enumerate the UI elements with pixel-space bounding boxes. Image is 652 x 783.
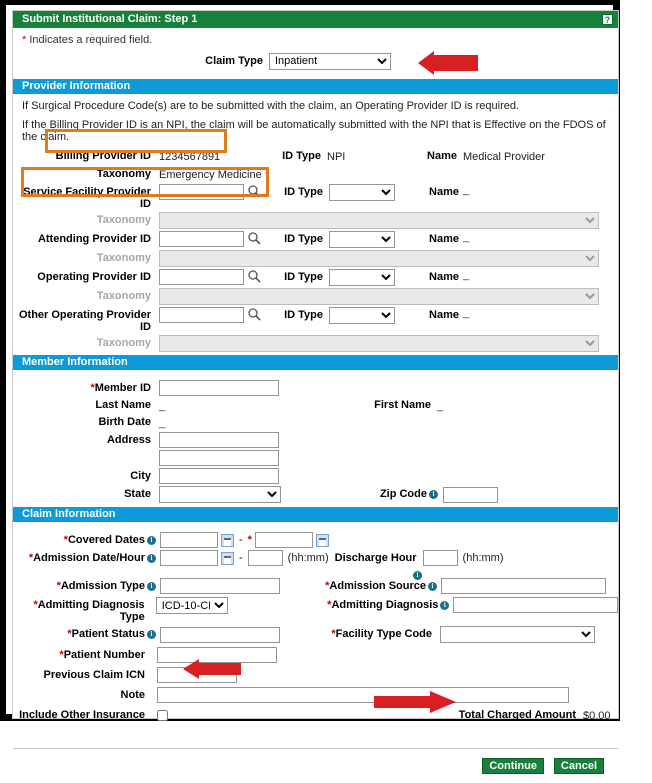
billing-taxonomy-value: Emergency Medicine [159, 168, 262, 181]
total-charged-amount-value: $0.00 [583, 709, 611, 722]
address-row-1 [13, 431, 618, 449]
claim-form-page [12, 10, 619, 772]
operating-name-value: _ [463, 269, 470, 281]
facility-type-code-required-marker: * [331, 628, 336, 640]
info-icon[interactable]: i [428, 582, 437, 591]
window-title-bar [13, 11, 618, 28]
member-id-label: Member ID [94, 381, 151, 394]
admitting-diagnosis-input[interactable] [453, 597, 618, 613]
info-icon[interactable]: i [413, 571, 422, 580]
service-facility-id-type-label: ID Type [284, 186, 323, 198]
attending-name-value: _ [463, 231, 470, 243]
discharge-hour-info-row [13, 567, 618, 580]
service-facility-taxonomy-row [13, 210, 618, 230]
operating-provider-id-input[interactable] [159, 269, 244, 285]
attending-id-type-label: ID Type [284, 233, 323, 245]
covered-date-from-input[interactable] [160, 532, 218, 548]
member-id-input[interactable] [159, 380, 279, 396]
state-select[interactable] [159, 486, 281, 503]
admission-type-label: Admission Type [60, 579, 145, 592]
patient-status-required-marker: * [67, 628, 72, 640]
calendar-icon[interactable] [221, 534, 234, 547]
patient-status-facility-row [13, 624, 618, 645]
service-facility-taxonomy-label: Taxonomy [96, 214, 151, 226]
cancel-button[interactable]: Cancel [554, 758, 604, 774]
admission-dash: - [239, 552, 243, 564]
member-id-required-marker: * [90, 381, 95, 394]
admission-date-input[interactable] [160, 550, 218, 566]
patient-status-label: Patient Status [71, 628, 145, 640]
magnifier-icon[interactable] [247, 184, 261, 198]
admission-hour-format-hint: (hh:mm) [287, 552, 329, 564]
info-icon[interactable]: i [147, 536, 156, 545]
form-footer [13, 748, 618, 783]
last-name-label: Last Name [95, 399, 151, 411]
covered-dates-row [13, 531, 618, 549]
service-facility-id-type-select[interactable] [329, 184, 395, 201]
member-name-row [13, 397, 618, 414]
service-facility-name-value: _ [463, 184, 470, 196]
billing-id-type-value: NPI [327, 150, 346, 163]
operating-provider-row [13, 268, 618, 286]
question-mark-icon[interactable]: ? [602, 14, 613, 25]
operating-id-type-label: ID Type [284, 271, 323, 283]
covered-dates-dash: - [239, 534, 243, 546]
address-line2-input[interactable] [159, 450, 279, 466]
other-operating-id-type-label: ID Type [284, 309, 323, 321]
attending-name-label: Name [429, 233, 459, 245]
billing-name-value: Medical Provider [463, 150, 545, 163]
patient-status-input[interactable] [160, 627, 280, 643]
covered-dates-required-marker: * [63, 533, 68, 546]
magnifier-icon[interactable] [247, 231, 261, 245]
birth-date-value: _ [159, 416, 166, 429]
info-icon[interactable]: i [147, 554, 156, 563]
birth-date-label: Birth Date [98, 416, 151, 428]
admission-source-label: Admission Source [329, 579, 426, 592]
zip-code-label: Zip Code [379, 488, 427, 500]
billing-taxonomy-label: Taxonomy [96, 168, 151, 180]
service-facility-name-label: Name [429, 186, 459, 198]
note-input[interactable] [157, 687, 569, 703]
patient-number-required-marker: * [59, 648, 64, 661]
previous-claim-icn-input[interactable] [157, 667, 237, 683]
attending-provider-row [13, 230, 618, 248]
note-row [13, 685, 618, 705]
member-information-header: Member Information [13, 355, 618, 370]
operating-taxonomy-select [159, 288, 599, 305]
page-title: Submit Institutional Claim: Step 1 [22, 13, 198, 25]
other-operating-taxonomy-label: Taxonomy [96, 337, 151, 349]
previous-claim-icn-label: Previous Claim ICN [43, 668, 145, 681]
provider-note-2: If the Billing Provider ID is an NPI, the claim will be automatically submitted with the NPI that is Effective on the FDOS of the claim. [22, 119, 606, 143]
operating-taxonomy-label: Taxonomy [96, 290, 151, 302]
facility-type-code-select[interactable] [440, 626, 595, 643]
discharge-hour-label: Discharge Hour [334, 551, 417, 564]
other-operating-taxonomy-row [13, 333, 618, 355]
billing-provider-id-value: 1234567891 [159, 150, 221, 163]
admitting-diagnosis-type-label: Admitting Diagnosis Type [37, 599, 145, 623]
admission-type-source-row [13, 576, 618, 596]
member-id-row [13, 379, 618, 397]
admission-type-input[interactable] [160, 578, 280, 594]
include-other-insurance-checkbox[interactable] [157, 710, 168, 721]
other-operating-name-value: _ [463, 307, 470, 319]
other-operating-name-label: Name [429, 309, 459, 321]
service-facility-provider-id-label: Service Facility Provider ID [23, 186, 151, 210]
admission-date-hour-row [13, 549, 618, 567]
admitting-diagnosis-type-required-marker: * [33, 599, 38, 611]
admission-type-required-marker: * [56, 579, 61, 592]
other-operating-id-type-select[interactable] [329, 307, 395, 324]
city-input[interactable] [159, 468, 279, 484]
other-operating-taxonomy-select [159, 335, 599, 352]
state-zip-row [13, 485, 618, 507]
address-label: Address [106, 433, 151, 446]
service-facility-provider-id-input[interactable] [159, 184, 244, 200]
state-label: State [124, 488, 151, 500]
note-label: Note [120, 688, 145, 701]
covered-dates-label: Covered Dates [67, 533, 145, 546]
required-note-text: Indicates a required field. [29, 34, 153, 46]
attending-id-type-select[interactable] [329, 231, 395, 248]
info-icon[interactable]: i [147, 630, 156, 639]
operating-taxonomy-row [13, 286, 618, 306]
billing-id-type-label: ID Type [282, 150, 321, 162]
claim-type-row [13, 50, 618, 72]
last-name-value: _ [159, 399, 166, 412]
city-row [13, 467, 618, 485]
admitting-diagnosis-required-marker: * [327, 599, 332, 611]
previous-claim-icn-row [13, 665, 618, 685]
claim-information-header: Claim Information [13, 507, 618, 522]
other-operating-provider-row [13, 306, 618, 333]
provider-note-1: If Surgical Procedure Code(s) are to be submitted with the claim, an Operating Provider ID is required. [22, 100, 520, 112]
calendar-icon[interactable] [221, 552, 234, 565]
first-name-label: First Name [374, 399, 431, 411]
required-marker: * [22, 34, 27, 46]
admission-date-hour-label: Admission Date/Hour [33, 551, 145, 564]
other-operating-provider-id-label: Other Operating Provider ID [18, 309, 151, 333]
admission-hour-input[interactable] [248, 550, 283, 566]
discharge-hour-input[interactable] [423, 550, 458, 566]
admission-source-input[interactable] [441, 578, 606, 594]
patient-number-label: Patient Number [63, 648, 145, 661]
billing-name-label: Name [427, 150, 457, 162]
attending-taxonomy-row [13, 248, 618, 268]
admitting-diagnosis-type-select[interactable] [156, 597, 228, 614]
billing-taxonomy-row [13, 165, 618, 183]
attending-taxonomy-select [159, 250, 599, 267]
required-field-note [13, 28, 618, 50]
operating-id-type-select[interactable] [329, 269, 395, 286]
continue-button[interactable]: Continue [482, 758, 544, 774]
magnifier-icon[interactable] [247, 269, 261, 283]
patient-number-row [13, 645, 618, 665]
other-operating-provider-id-input[interactable] [159, 307, 244, 323]
operating-name-label: Name [429, 271, 459, 283]
service-facility-provider-row [13, 183, 618, 210]
patient-number-input[interactable] [157, 647, 277, 663]
claim-type-label: Claim Type [205, 54, 263, 67]
city-label: City [130, 469, 151, 482]
claim-type-select[interactable] [269, 53, 391, 70]
magnifier-icon[interactable] [247, 307, 261, 321]
admission-source-required-marker: * [325, 579, 330, 592]
provider-information-header: Provider Information [13, 79, 618, 94]
operating-provider-id-label: Operating Provider ID [37, 271, 151, 283]
info-icon[interactable]: i [147, 582, 156, 591]
calendar-icon[interactable] [316, 534, 329, 547]
info-icon[interactable]: i [429, 490, 438, 499]
attending-provider-id-input[interactable] [159, 231, 244, 247]
attending-provider-id-label: Attending Provider ID [37, 233, 151, 245]
total-charged-amount-label: Total Charged Amount [458, 709, 576, 721]
billing-provider-id-label: Billing Provider ID [55, 150, 151, 162]
include-other-insurance-row [13, 705, 618, 726]
admitting-diagnosis-row [13, 596, 618, 624]
first-name-value: _ [437, 399, 444, 412]
admitting-diagnosis-label: Admitting Diagnosis [331, 599, 439, 611]
service-facility-taxonomy-select [159, 212, 599, 229]
address-line1-input[interactable] [159, 432, 279, 448]
covered-date-to-input[interactable] [255, 532, 313, 548]
info-icon[interactable]: i [440, 601, 449, 610]
attending-taxonomy-label: Taxonomy [96, 252, 151, 264]
include-other-insurance-label: Include Other Insurance [19, 709, 145, 721]
birth-date-row [13, 414, 618, 431]
discharge-hour-format-hint: (hh:mm) [462, 552, 504, 564]
address-row-2 [13, 449, 618, 467]
zip-code-input[interactable] [443, 487, 498, 503]
facility-type-code-label: Facility Type Code [335, 628, 432, 640]
billing-provider-row [13, 147, 618, 165]
admission-date-required-marker: * [28, 551, 34, 564]
covered-to-required-marker: * [247, 534, 252, 546]
